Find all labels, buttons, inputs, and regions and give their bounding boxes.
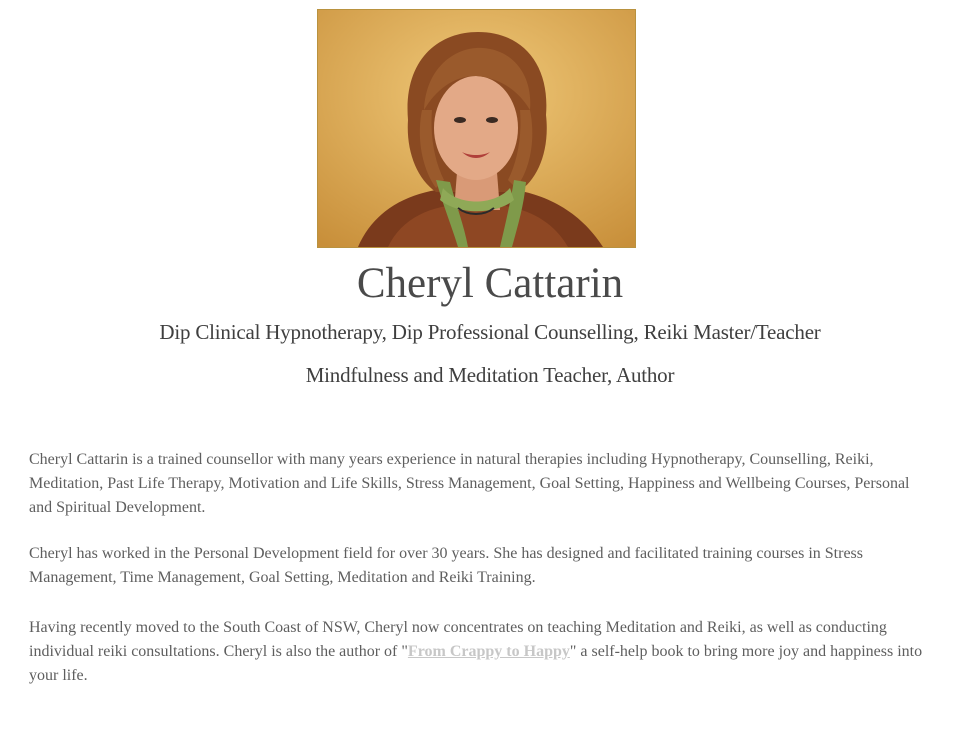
book-link[interactable]: From Crappy to Happy [407,643,570,660]
bio-paragraph-3-text-after: " a self-help book to bring more joy and happiness into your life. [29,643,923,684]
bio-paragraph-3 [29,616,934,688]
credentials-line-1: Dip Clinical Hypnotherapy, Dip Professional Counselling, Reiki Master/Teacher [159,320,821,344]
bio-paragraph-2: Cheryl has worked in the Personal Development field for over 30 years. She has designed and facilitated training courses in Stress Management, Time Management, Goal Setting, Meditation and Reiki Training. [29,545,863,586]
bio-paragraph-3-text-before: Having recently moved to the South Coast of NSW, Cheryl now concentrates on teaching Meditation and Reiki, as well as conducting individual reiki consultations. Cheryl is also the author of " [29,619,887,660]
profile-photo [317,9,636,248]
bio-section [29,448,934,710]
profile-name: Cheryl Cattarin [356,260,624,307]
bio-paragraph-1: Cheryl Cattarin is a trained counsellor with many years experience in natural therapies including Hypnotherapy, Counselling, Reiki, Meditation, Past Life Therapy, Motivation and Life Skills, Stress Management, Goal Setting, Happiness and Wellbeing Courses, Personal and Spiritual Development. [29,451,910,516]
credentials-line-2: Mindfulness and Meditation Teacher, Author [305,363,675,387]
portrait-image [318,10,635,247]
